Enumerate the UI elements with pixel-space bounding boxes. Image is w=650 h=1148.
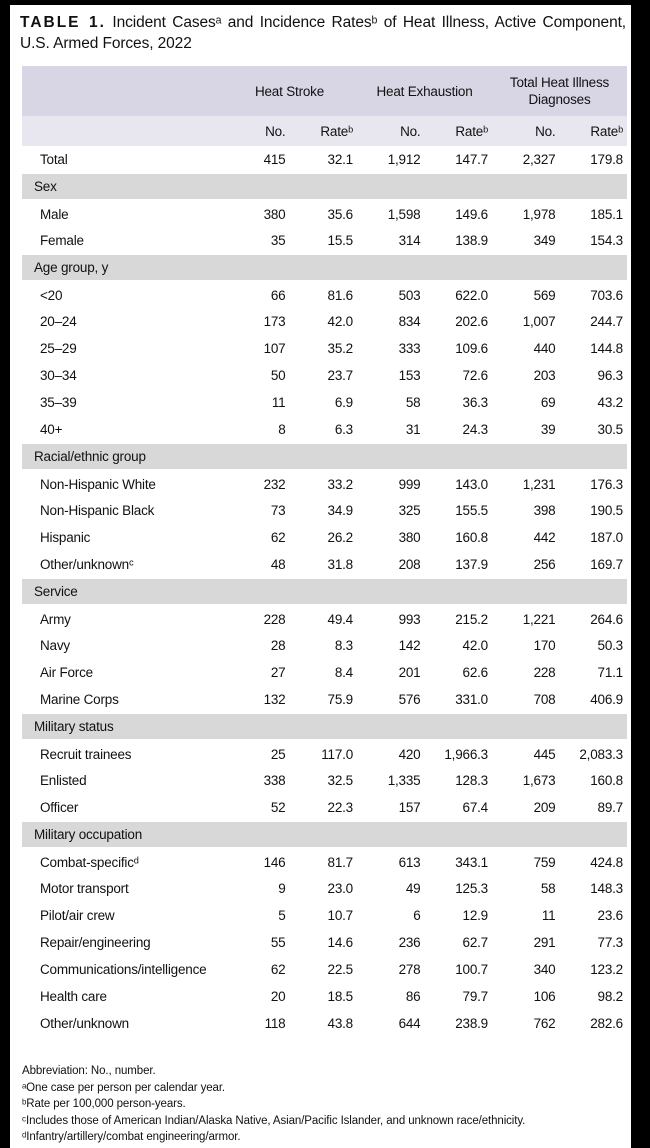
table-row bbox=[22, 794, 627, 821]
section-label: Age group, y bbox=[22, 254, 627, 281]
cell-value: 6.9 bbox=[334, 395, 353, 410]
cell-value: 349 bbox=[533, 232, 556, 248]
row-label: 20–24 bbox=[40, 314, 77, 329]
cell-value: 12.9 bbox=[462, 908, 488, 923]
column-group-total-heat-illness: Total Heat Illness Diagnoses bbox=[492, 66, 627, 116]
cell-value: 160.8 bbox=[455, 530, 488, 545]
cell-value: 256 bbox=[533, 556, 556, 572]
cell-value: 325 bbox=[398, 503, 421, 518]
cell-value: 23.7 bbox=[327, 368, 353, 383]
cell-value: 66 bbox=[270, 287, 286, 303]
cell-value: 62 bbox=[270, 962, 286, 977]
cell-value: 123.2 bbox=[590, 962, 623, 977]
cell-value: 2,327 bbox=[522, 151, 556, 167]
page-content bbox=[10, 5, 631, 1146]
cell-value: 75.9 bbox=[327, 691, 353, 707]
row-label: Hispanic bbox=[40, 530, 91, 545]
cell-value: 236 bbox=[398, 935, 421, 950]
cell-value: 43.2 bbox=[597, 395, 623, 410]
section-label: Military occupation bbox=[22, 821, 627, 848]
cell-value: 154.3 bbox=[590, 232, 623, 248]
cell-value: 62 bbox=[270, 530, 286, 545]
cell-value: 58 bbox=[405, 395, 421, 410]
cell-value: 25 bbox=[270, 746, 286, 762]
cell-value: 169.7 bbox=[590, 556, 623, 572]
table-row bbox=[22, 902, 627, 929]
row-label: Pilot/air crew bbox=[40, 908, 115, 923]
cell-value: 2,083.3 bbox=[579, 746, 623, 762]
table-row bbox=[22, 308, 627, 335]
table-number-label: TABLE 1. bbox=[20, 14, 106, 31]
cell-value: 834 bbox=[398, 314, 421, 329]
section-row bbox=[22, 443, 627, 470]
table-title-line1 bbox=[20, 12, 626, 33]
cell-value: 569 bbox=[533, 287, 556, 303]
subheader-rate: Rateᵇ bbox=[560, 116, 628, 146]
cell-value: 331.0 bbox=[455, 691, 488, 707]
row-label: Total bbox=[40, 151, 68, 167]
table-row bbox=[22, 281, 627, 308]
row-label: Other/unknown bbox=[40, 1016, 129, 1031]
cell-value: 176.3 bbox=[590, 476, 623, 492]
cell-value: 264.6 bbox=[590, 611, 623, 627]
cell-value: 132 bbox=[263, 691, 286, 707]
table-row bbox=[22, 659, 627, 686]
cell-value: 203 bbox=[533, 368, 556, 383]
cell-value: 759 bbox=[533, 854, 556, 870]
table-row bbox=[22, 740, 627, 767]
cell-value: 142 bbox=[398, 638, 421, 653]
cell-value: 1,966.3 bbox=[444, 746, 488, 762]
row-label: <20 bbox=[40, 287, 63, 303]
cell-value: 1,335 bbox=[387, 773, 421, 788]
cell-value: 109.6 bbox=[455, 341, 488, 356]
cell-value: 155.5 bbox=[455, 503, 488, 518]
footnote-c: ᶜIncludes those of American Indian/Alaska Native, Asian/Pacific Islander, and unknown race/ethnicity. bbox=[22, 1114, 526, 1127]
cell-value: 24.3 bbox=[462, 421, 488, 437]
cell-value: 143.0 bbox=[455, 476, 488, 492]
section-label: Service bbox=[22, 578, 627, 605]
cell-value: 190.5 bbox=[590, 503, 623, 518]
cell-value: 48 bbox=[270, 556, 286, 572]
cell-value: 208 bbox=[398, 556, 421, 572]
section-row bbox=[22, 578, 627, 605]
row-label: Marine Corps bbox=[40, 691, 119, 707]
subheader-no: No. bbox=[357, 116, 425, 146]
column-group-header-row bbox=[22, 66, 627, 116]
cell-value: 144.8 bbox=[590, 341, 623, 356]
footnote-b: ᵇRate per 100,000 person-years. bbox=[22, 1098, 186, 1110]
cell-value: 73 bbox=[270, 503, 286, 518]
cell-value: 215.2 bbox=[455, 611, 488, 627]
cell-value: 1,231 bbox=[522, 476, 556, 492]
row-label: Navy bbox=[40, 638, 70, 653]
cell-value: 157 bbox=[398, 799, 421, 815]
cell-value: 153 bbox=[398, 368, 421, 383]
cell-value: 77.3 bbox=[597, 935, 623, 950]
table-body bbox=[22, 146, 627, 1037]
cell-value: 622.0 bbox=[455, 287, 488, 303]
cell-value: 6.3 bbox=[334, 421, 353, 437]
cell-value: 398 bbox=[533, 503, 556, 518]
cell-value: 201 bbox=[398, 665, 421, 680]
cell-value: 72.6 bbox=[462, 368, 488, 383]
cell-value: 232 bbox=[263, 476, 286, 492]
cell-value: 238.9 bbox=[455, 1016, 488, 1031]
cell-value: 69 bbox=[540, 395, 556, 410]
cell-value: 117.0 bbox=[321, 746, 353, 762]
cell-value: 187.0 bbox=[590, 530, 623, 545]
table-row bbox=[22, 983, 627, 1010]
cell-value: 442 bbox=[533, 530, 556, 545]
cell-value: 71.1 bbox=[597, 665, 623, 680]
row-label: Communications/intelligence bbox=[40, 962, 207, 977]
subheader-rate: Rateᵇ bbox=[290, 116, 358, 146]
cell-value: 6 bbox=[413, 908, 421, 923]
cell-value: 1,598 bbox=[387, 206, 421, 222]
cell-value: 291 bbox=[533, 935, 556, 950]
cell-value: 35 bbox=[270, 232, 286, 248]
cell-value: 39 bbox=[540, 421, 556, 437]
table-row bbox=[22, 767, 627, 794]
table-row bbox=[22, 551, 627, 578]
cell-value: 67.4 bbox=[462, 799, 488, 815]
cell-value: 424.8 bbox=[590, 854, 623, 870]
cell-value: 415 bbox=[263, 151, 286, 167]
cell-value: 138.9 bbox=[455, 232, 488, 248]
row-label: Motor transport bbox=[40, 881, 129, 896]
table-row bbox=[22, 605, 627, 632]
cell-value: 1,673 bbox=[522, 773, 556, 788]
cell-value: 202.6 bbox=[455, 314, 488, 329]
subheader-rate: Rateᵇ bbox=[425, 116, 493, 146]
cell-value: 503 bbox=[398, 287, 421, 303]
cell-value: 23.6 bbox=[597, 908, 623, 923]
table-row bbox=[22, 200, 627, 227]
section-row bbox=[22, 713, 627, 740]
heat-illness-table bbox=[22, 66, 627, 1037]
table-row bbox=[22, 335, 627, 362]
cell-value: 576 bbox=[398, 691, 421, 707]
cell-value: 31 bbox=[405, 421, 421, 437]
sub-header-row bbox=[22, 116, 627, 146]
cell-value: 148.3 bbox=[590, 881, 623, 896]
cell-value: 35.6 bbox=[327, 206, 353, 222]
cell-value: 50.3 bbox=[597, 638, 623, 653]
cell-value: 314 bbox=[398, 232, 421, 248]
table-title-text: Incident Casesᵃ and Incidence Ratesᵇ of Heat Illness, Active Component, bbox=[112, 14, 627, 31]
cell-value: 33.2 bbox=[327, 476, 353, 492]
section-label: Racial/ethnic group bbox=[22, 443, 627, 470]
cell-value: 81.6 bbox=[327, 287, 353, 303]
cell-value: 149.6 bbox=[455, 206, 488, 222]
subheader-no: No. bbox=[492, 116, 560, 146]
cell-value: 228 bbox=[263, 611, 286, 627]
cell-value: 993 bbox=[398, 611, 421, 627]
table-row bbox=[22, 1010, 627, 1037]
row-label: 25–29 bbox=[40, 341, 77, 356]
cell-value: 62.6 bbox=[462, 665, 488, 680]
cell-value: 89.7 bbox=[597, 799, 623, 815]
cell-value: 185.1 bbox=[590, 206, 623, 222]
table-row bbox=[22, 470, 627, 497]
cell-value: 23.0 bbox=[327, 881, 353, 896]
row-label: Officer bbox=[40, 799, 79, 815]
table-row bbox=[22, 389, 627, 416]
cell-value: 179.8 bbox=[590, 151, 623, 167]
row-label: 35–39 bbox=[40, 395, 77, 410]
cell-value: 244.7 bbox=[590, 314, 623, 329]
row-label: Male bbox=[40, 206, 69, 222]
table-title-line2: U.S. Armed Forces, 2022 bbox=[20, 35, 192, 52]
row-label: Health care bbox=[40, 989, 107, 1004]
row-label: Air Force bbox=[40, 665, 93, 680]
cell-value: 1,978 bbox=[522, 206, 556, 222]
table-title bbox=[20, 12, 626, 54]
row-label: 30–34 bbox=[40, 368, 77, 383]
section-label: Military status bbox=[22, 713, 627, 740]
cell-value: 762 bbox=[533, 1016, 556, 1031]
cell-value: 98.2 bbox=[597, 989, 623, 1004]
cell-value: 36.3 bbox=[462, 395, 488, 410]
cell-value: 8 bbox=[278, 421, 286, 437]
table-row bbox=[22, 929, 627, 956]
cell-value: 613 bbox=[398, 854, 421, 870]
cell-value: 30.5 bbox=[597, 421, 623, 437]
cell-value: 35.2 bbox=[327, 341, 353, 356]
table-row bbox=[22, 416, 627, 443]
cell-value: 343.1 bbox=[455, 854, 488, 870]
cell-value: 28 bbox=[270, 638, 286, 653]
cell-value: 49.4 bbox=[327, 611, 353, 627]
table-row bbox=[22, 632, 627, 659]
cell-value: 278 bbox=[398, 962, 421, 977]
cell-value: 146 bbox=[263, 854, 286, 870]
cell-value: 32.1 bbox=[327, 151, 353, 167]
cell-value: 340 bbox=[533, 962, 556, 977]
cell-value: 26.2 bbox=[327, 530, 353, 545]
cell-value: 20 bbox=[270, 989, 286, 1004]
row-label: Repair/engineering bbox=[40, 935, 151, 950]
cell-value: 338 bbox=[263, 773, 286, 788]
row-label: Army bbox=[40, 611, 71, 627]
cell-value: 100.7 bbox=[455, 962, 488, 977]
cell-value: 209 bbox=[533, 799, 556, 815]
cell-value: 34.9 bbox=[327, 503, 353, 518]
cell-value: 106 bbox=[533, 989, 556, 1004]
cell-value: 137.9 bbox=[455, 556, 488, 572]
cell-value: 8.3 bbox=[334, 638, 353, 653]
cell-value: 1,221 bbox=[522, 611, 556, 627]
corner-cell bbox=[22, 116, 222, 146]
cell-value: 1,912 bbox=[387, 151, 421, 167]
cell-value: 380 bbox=[263, 206, 286, 222]
cell-value: 86 bbox=[405, 989, 421, 1004]
cell-value: 1,007 bbox=[522, 314, 556, 329]
cell-value: 50 bbox=[270, 368, 286, 383]
cell-value: 22.5 bbox=[327, 962, 353, 977]
cell-value: 49 bbox=[405, 881, 421, 896]
footnote-a: ᵃOne case per person per calendar year. bbox=[22, 1081, 226, 1094]
subheader-no: No. bbox=[222, 116, 290, 146]
row-label: Non-Hispanic White bbox=[40, 476, 156, 492]
corner-cell bbox=[22, 66, 222, 116]
cell-value: 22.3 bbox=[327, 799, 353, 815]
cell-value: 644 bbox=[398, 1016, 421, 1031]
row-label: 40+ bbox=[40, 421, 63, 437]
cell-value: 79.7 bbox=[462, 989, 488, 1004]
cell-value: 31.8 bbox=[327, 556, 353, 572]
table-row bbox=[22, 875, 627, 902]
cell-value: 11 bbox=[541, 908, 556, 923]
cell-value: 43.8 bbox=[327, 1016, 353, 1031]
cell-value: 14.6 bbox=[327, 935, 353, 950]
table-row bbox=[22, 146, 627, 173]
cell-value: 42.0 bbox=[462, 638, 488, 653]
cell-value: 42.0 bbox=[327, 314, 353, 329]
cell-value: 147.7 bbox=[455, 151, 488, 167]
cell-value: 380 bbox=[398, 530, 421, 545]
row-label: Combat-specificᵈ bbox=[40, 854, 139, 870]
cell-value: 118 bbox=[264, 1016, 286, 1031]
cell-value: 708 bbox=[533, 691, 556, 707]
cell-value: 9 bbox=[278, 881, 286, 896]
footnote-d: ᵈInfantry/artillery/combat engineering/armor. bbox=[22, 1131, 241, 1143]
cell-value: 27 bbox=[270, 665, 286, 680]
table-row bbox=[22, 686, 627, 713]
cell-value: 703.6 bbox=[590, 287, 623, 303]
table-row bbox=[22, 848, 627, 875]
cell-value: 128.3 bbox=[455, 773, 488, 788]
section-row bbox=[22, 821, 627, 848]
cell-value: 999 bbox=[398, 476, 421, 492]
cell-value: 107 bbox=[263, 341, 286, 356]
cell-value: 333 bbox=[398, 341, 421, 356]
table-row bbox=[22, 227, 627, 254]
cell-value: 406.9 bbox=[590, 691, 623, 707]
cell-value: 32.5 bbox=[327, 773, 353, 788]
cell-value: 420 bbox=[398, 746, 421, 762]
row-label: Female bbox=[40, 232, 84, 248]
cell-value: 173 bbox=[263, 314, 286, 329]
table-row bbox=[22, 956, 627, 983]
cell-value: 170 bbox=[533, 638, 556, 653]
row-label: Non-Hispanic Black bbox=[40, 503, 155, 518]
section-label: Sex bbox=[22, 173, 627, 200]
cell-value: 282.6 bbox=[590, 1016, 623, 1031]
table-row bbox=[22, 524, 627, 551]
cell-value: 11 bbox=[271, 395, 286, 410]
cell-value: 228 bbox=[533, 665, 556, 680]
cell-value: 58 bbox=[540, 881, 556, 896]
footnotes bbox=[22, 1063, 631, 1146]
cell-value: 81.7 bbox=[327, 854, 353, 870]
column-group-heat-stroke: Heat Stroke bbox=[222, 66, 357, 116]
cell-value: 96.3 bbox=[597, 368, 623, 383]
cell-value: 160.8 bbox=[590, 773, 623, 788]
cell-value: 52 bbox=[270, 799, 286, 815]
cell-value: 445 bbox=[533, 746, 556, 762]
cell-value: 5 bbox=[278, 908, 286, 923]
section-row bbox=[22, 254, 627, 281]
table-row bbox=[22, 362, 627, 389]
section-row bbox=[22, 173, 627, 200]
cell-value: 440 bbox=[533, 341, 556, 356]
cell-value: 62.7 bbox=[462, 935, 488, 950]
row-label: Recruit trainees bbox=[40, 746, 132, 762]
cell-value: 8.4 bbox=[334, 665, 353, 680]
row-label: Other/unknownᶜ bbox=[40, 556, 134, 572]
cell-value: 125.3 bbox=[455, 881, 488, 896]
row-label: Enlisted bbox=[40, 773, 87, 788]
cell-value: 18.5 bbox=[327, 989, 353, 1004]
cell-value: 15.5 bbox=[327, 232, 353, 248]
footnote-abbreviation: Abbreviation: No., number. bbox=[22, 1065, 156, 1077]
cell-value: 55 bbox=[270, 935, 286, 950]
cell-value: 10.7 bbox=[327, 908, 353, 923]
column-group-heat-exhaustion: Heat Exhaustion bbox=[357, 66, 492, 116]
table-row bbox=[22, 497, 627, 524]
